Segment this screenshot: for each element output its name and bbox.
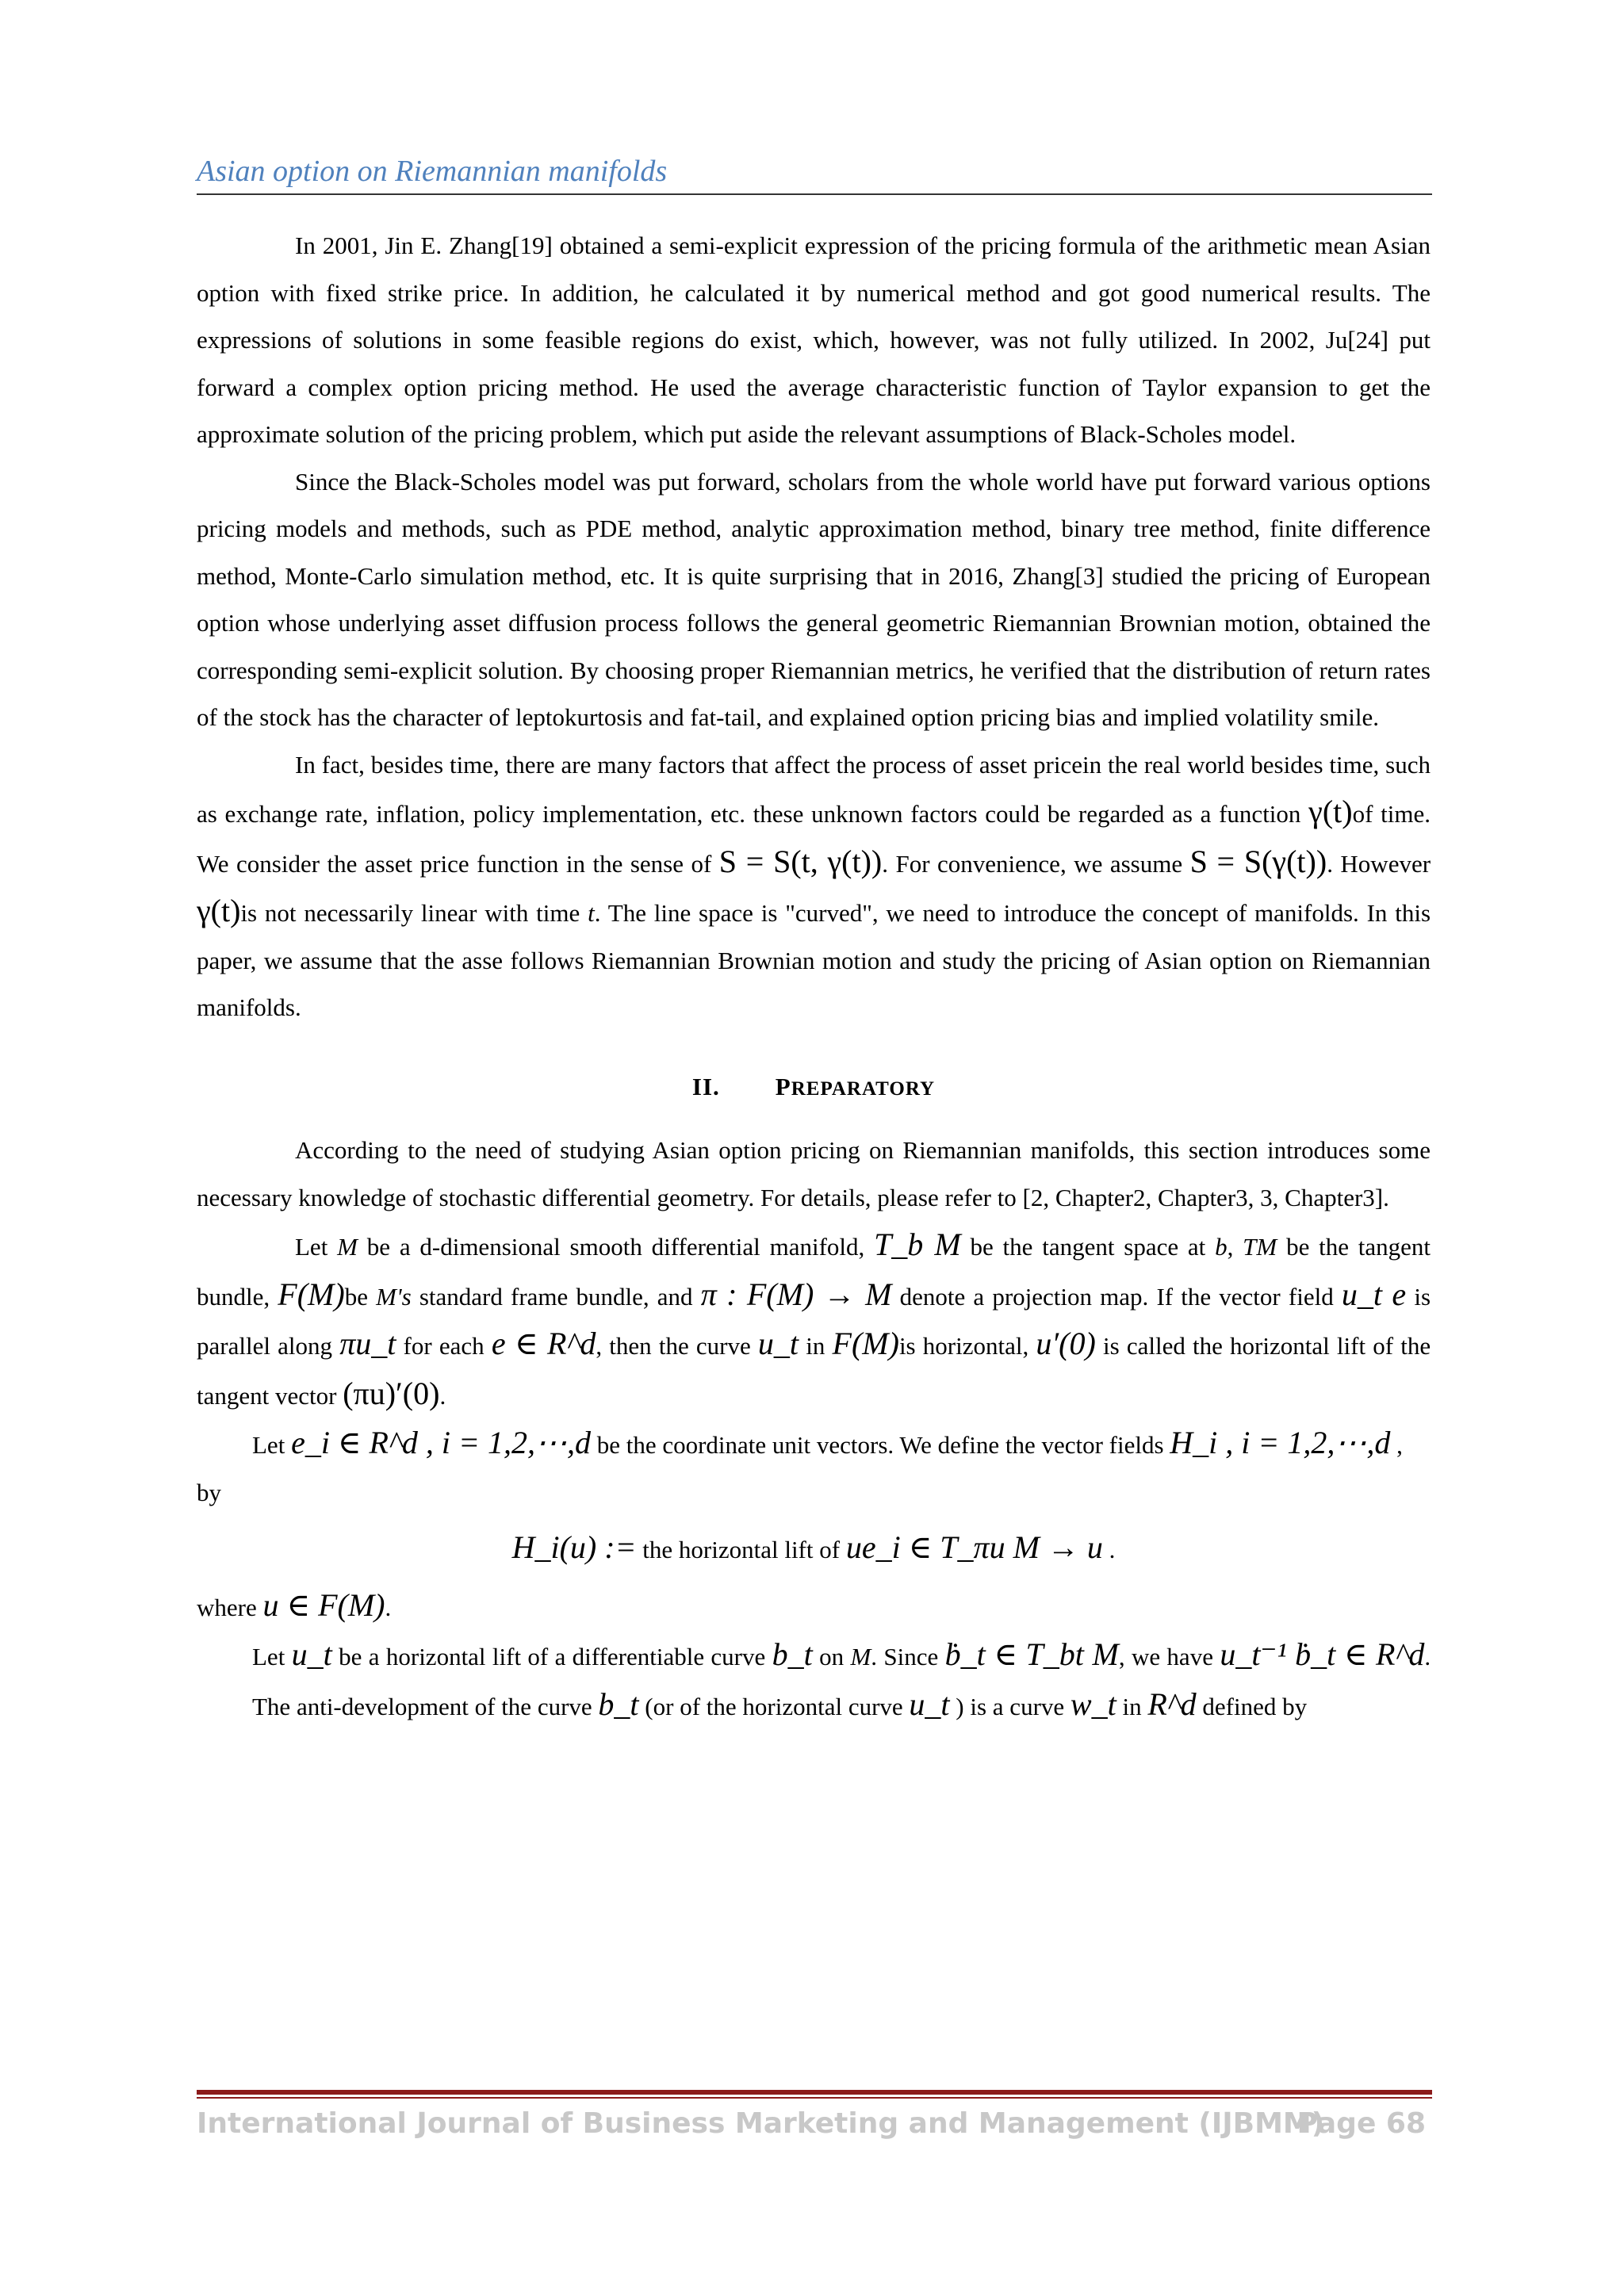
math-gamma-t: γ(t) [1308, 794, 1353, 829]
math-e-in-rd: e ∈ R^d [491, 1326, 596, 1361]
math-ute: u_t e [1341, 1276, 1407, 1312]
math-ei: e_i ∈ R^d , i = 1,2,⋯,d [291, 1425, 591, 1460]
paragraph-6: Let e_i ∈ R^d , i = 1,2,⋯,d be the coordinate unit vectors. We define the vector fields H_i , i = 1,2,⋯,d , [252, 1425, 1403, 1460]
paragraph-6-by: by [197, 1478, 221, 1506]
header-rule [197, 193, 1432, 195]
paragraph-9: Let u_t be a horizontal lift of a differentiable curve b_t on M. Since ḃ_t ∈ T_bt M, we have u_t⁻¹ ḃ_t ∈ R^d. The anti-development of the curve b_t (or of the horizontal curve u_t ) is a curve w_t in R^d defined by [252, 1636, 1431, 1722]
math-s-t-gamma: S = S(t, γ(t)) [718, 843, 883, 879]
equation-horizontal-lift: H_i(u) := the horizontal lift of ue_i ∈ T_πu M → u . [511, 1529, 1116, 1565]
body-text [197, 222, 1431, 1730]
section-number: II. [691, 1072, 720, 1100]
math-u-prime-0: u′(0) [1036, 1326, 1096, 1361]
math-tbm: T_b M [874, 1226, 961, 1262]
footer-rule-thin [197, 2097, 1432, 2099]
paragraph-1: In 2001, Jin E. Zhang[19] obtained a semi-explicit expression of the pricing formula of the arithmetic mean Asian option with fixed strike price. In addition, he calculated it by numerical method and got good numerical results. The expressions of solutions in some feasible regions do exist, which, however, was not fully utilized. In 2002, Ju[24] put forward a complex option pricing method. He used the average characteristic function of Taylor expansion to get the approximate solution of the pricing problem, which put aside the relevant assumptions of Black-Scholes model. [197, 232, 1431, 448]
math-fm: F(M) [278, 1276, 345, 1312]
paragraph-3: In fact, besides time, there are many factors that affect the process of asset pricein the real world besides time, such as exchange rate, inflation, policy implementation, etc. these unknown factors could be regarded as a function γ(t)of time. We consider the asset price function in the sense of S = S(t, γ(t)). For convenience, we assume S = S(γ(t)). However γ(t)is not necessarily linear with time t. The line space is "curved", we need to introduce the concept of manifolds. In this paper, we assume that the asse follows Riemannian Brownian motion and study the pricing of Asian option on Riemannian manifolds. [197, 750, 1431, 1021]
section-heading: II. PREPARATORY [691, 1072, 936, 1100]
paragraph-5: Let M be a d-dimensional smooth differential manifold, T_b M be the tangent space at b, TM be the tangent bundle, F(M)be M's standard frame bundle, and π : F(M) → M denote a projection map. If the vector field u_t e is parallel along πu_t for each e ∈ R^d, then the curve u_t in F(M)is horizontal, u′(0) is called the horizontal lift of the tangent vector (πu)′(0). [197, 1226, 1431, 1411]
math-gamma-t-2: γ(t) [197, 893, 241, 928]
math-s-gamma: S = S(γ(t)) [1189, 843, 1327, 879]
footer-page-number: Page 68 [1297, 2107, 1426, 2140]
running-title: Asian option on Riemannian manifolds [197, 155, 668, 188]
section-title: REPARATORY [791, 1077, 936, 1100]
math-pi-map: π : F(M) → M [700, 1276, 892, 1312]
paragraph-where: where u ∈ F(M). [197, 1586, 392, 1623]
math-hi: H_i , i = 1,2,⋯,d [1170, 1425, 1391, 1460]
paragraph-4: According to the need of studying Asian option pricing on Riemannian manifolds, this section introduces some necessary knowledge of stochastic differential geometry. For details, please refer to [2, Chapter2, Chapter3, 3, Chapter3]. [197, 1136, 1431, 1211]
math-piut: πu_t [339, 1326, 396, 1361]
math-ut: u_t [757, 1326, 799, 1361]
footer-rule-thick [197, 2090, 1432, 2095]
math-t: t [588, 899, 595, 927]
paragraph-2: Since the Black-Scholes model was put forward, scholars from the whole world have put forward various options pricing models and methods, such as PDE method, analytic approximation method, binary tree method, finite difference method, Monte-Carlo simulation method, etc. It is quite surprising that in 2016, Zhang[3] studied the pricing of European option whose underlying asset diffusion process follows the general geometric Riemannian Brownian motion, obtained the corresponding semi-explicit solution. By choosing proper Riemannian metrics, he verified that the distribution of return rates of the stock has the character of leptokurtosis and fat-tail, and explained option pricing bias and implied volatility smile. [197, 467, 1431, 731]
math-piu-prime-0: (πu)′(0) [343, 1375, 440, 1411]
footer-journal-name: International Journal of Business Marketing and Management (IJBMM) [197, 2107, 1325, 2140]
